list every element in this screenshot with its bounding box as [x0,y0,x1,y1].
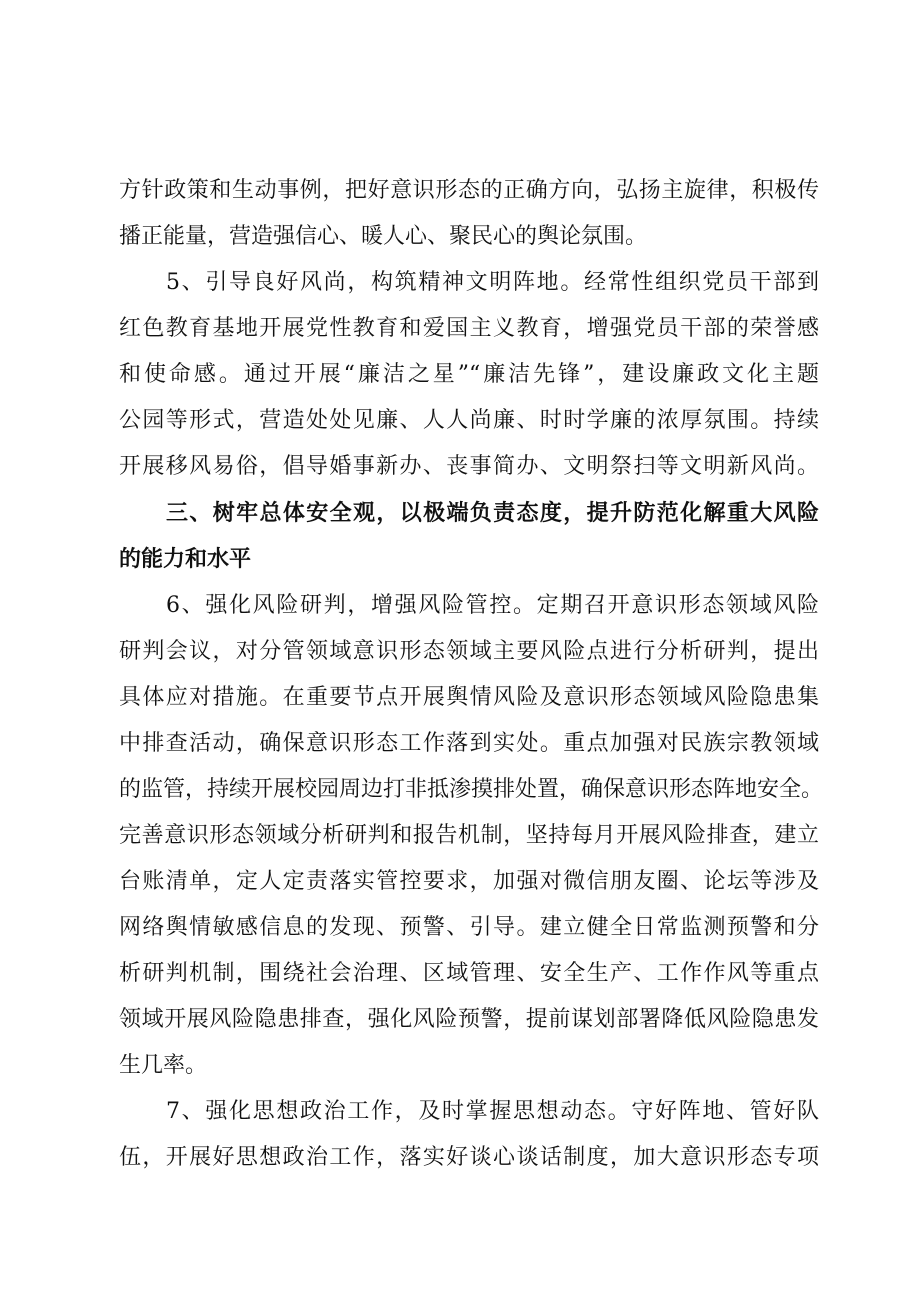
body-text-line: 开展移风易俗，倡导婚事新办、丧事简办、文明祭扫等文明新风尚。 [119,454,819,479]
body-text-line: 红色教育基地开展党性教育和爱国主义教育，增强党员干部的荣誉感 [119,316,819,341]
body-text-line: 和使命感。通过开展“廉洁之星”“廉洁先锋”，建设廉政文化主题 [119,362,819,387]
body-text-line: 领域开展风险隐患排查，强化风险预警，提前谋划部署降低风险隐患发 [119,1007,819,1032]
body-text-line: 伍，开展好思想政治工作，落实好谈心谈话制度，加大意识形态专项 [119,1145,819,1170]
paragraph-6-start: 6、强化风险研判，增强风险管控。定期召开意识形态领域风险 [166,593,819,618]
section-heading: 三、树牢总体安全观，以极端负责态度，提升防范化解重大风险 [166,501,819,526]
body-text-line: 的监管，持续开展校园周边打非抵渗摸排处置，确保意识形态阵地安全。 [119,777,824,802]
body-text-line: 完善意识形态领域分析研判和报告机制，坚持每月开展风险排查，建立 [119,823,819,848]
paragraph-5-start: 5、引导良好风尚，构筑精神文明阵地。经常性组织党员干部到 [166,270,819,295]
body-text-line: 具体应对措施。在重要节点开展舆情风险及意识形态领域风险隐患集 [119,685,819,710]
body-text-line: 网络舆情敏感信息的发现、预警、引导。建立健全日常监测预警和分 [119,915,819,940]
body-text-line: 台账清单，定人定责落实管控要求，加强对微信朋友圈、论坛等涉及 [119,869,819,894]
section-heading-continued: 的能力和水平 [119,547,252,572]
body-text-line: 播正能量，营造强信心、暖人心、聚民心的舆论氛围。 [119,224,648,249]
body-text-line: 研判会议，对分管领域意识形态领域主要风险点进行分析研判，提出 [119,639,819,664]
paragraph-7-start: 7、强化思想政治工作，及时掌握思想动态。守好阵地、管好队 [166,1099,819,1124]
body-text-line: 生几率。 [119,1053,208,1078]
body-text-line: 析研判机制，围绕社会治理、区域管理、安全生产、工作作风等重点 [119,961,819,986]
body-text-line: 方针政策和生动事例，把好意识形态的正确方向，弘扬主旋律，积极传 [119,178,819,203]
body-text-line: 中排查活动，确保意识形态工作落到实处。重点加强对民族宗教领域 [119,731,819,756]
body-text-line: 公园等形式，营造处处见廉、人人尚廉、时时学廉的浓厚氛围。持续 [119,408,819,433]
